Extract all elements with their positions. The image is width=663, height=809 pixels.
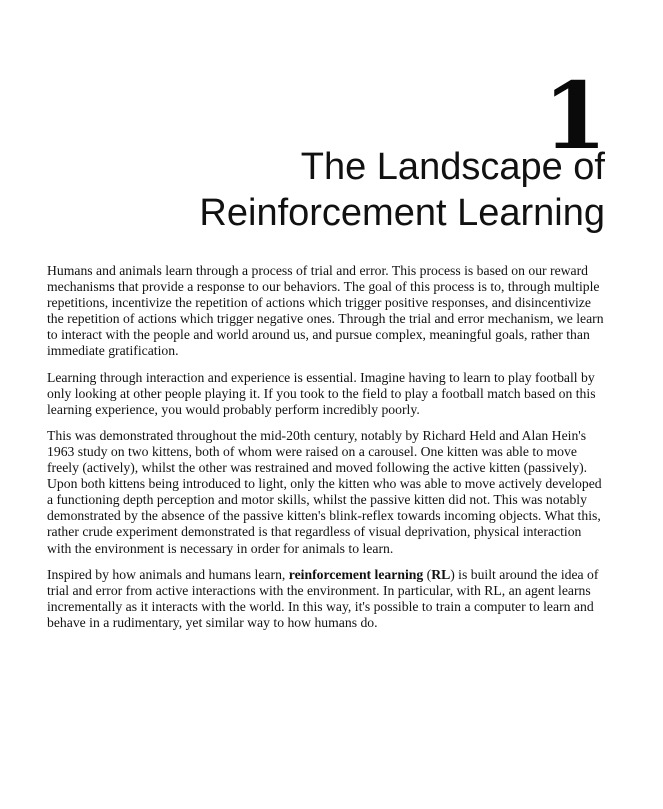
paragraph-4-rest: ) is built around the idea of trial and error from active interactions with the environment. In particular, with RL, an agent learns incrementally as it interacts with the world. In this way, it's possible to train a computer to learn and behave in a rudimentary, yet similar way to how humans do. xyxy=(47,566,599,630)
chapter-title-line-2: Reinforcement Learning xyxy=(199,192,605,234)
paragraph-4 xyxy=(47,567,607,631)
chapter-title-line-1: The Landscape of xyxy=(300,146,605,188)
chapter-title xyxy=(45,144,605,236)
term-reinforcement-learning: reinforcement learning xyxy=(288,566,424,582)
paragraph-2: Learning through interaction and experience is essential. Imagine having to learn to play football by only looking at other people playing it. If you took to the field to play a football match based on this learning experience, you would probably perform incredibly poorly. xyxy=(47,369,596,417)
paragraph-3: This was demonstrated throughout the mid-20th century, notably by Richard Held and Alan Hein's 1963 study on two kittens, both of whom were raised on a carousel. One kitten was able to move freely (actively), whilst the other was restrained and moved following the active kitten (passively). Upon both kittens being introduced to light, only the kitten who was able to move actively developed a functioning depth perception and motor skills, whilst the passive kitten did not. This was notably demonstrated by the absence of the passive kitten's blink-reflex towards incoming objects. What this, rather crude experiment demonstrated is that regardless of visual deprivation, physical interaction with the environment is necessary in order for animals to learn. xyxy=(47,427,602,556)
paragraph-1: Humans and animals learn through a process of trial and error. This process is based on our reward mechanisms that provide a response to our behaviors. The goal of this process is to, through multiple repetitions, incentivize the repetition of actions which trigger positive responses, and disincentivize the repetition of actions which trigger negative ones. Through the trial and error mechanism, we learn to interact with the people and world around us, and pursue complex, meaningful goals, rather than immediate gratification. xyxy=(47,263,604,359)
chapter-body xyxy=(47,263,607,641)
paragraph-4-paren-open: ( xyxy=(423,566,432,582)
chapter-number: 1 xyxy=(542,62,607,170)
paragraph-4-intro: Inspired by how animals and humans learn, xyxy=(47,566,289,582)
term-rl-abbreviation: RL xyxy=(431,566,451,582)
